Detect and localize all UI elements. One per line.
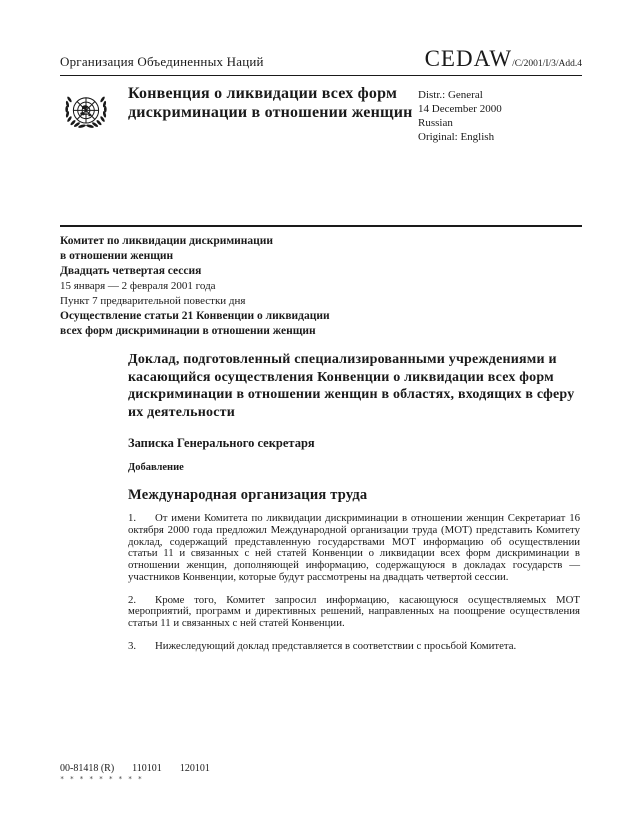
agenda-item: Пункт 7 предварительной повестки дня xyxy=(60,295,246,307)
un-emblem-icon xyxy=(60,125,112,142)
paragraph-1-number: 1. xyxy=(128,512,137,524)
paragraph-3-text: Нижеследующий доклад представляется в соответствии с просьбой Комитета. xyxy=(155,639,517,652)
language-line: Russian xyxy=(418,117,453,129)
document-body xyxy=(128,351,580,653)
paragraph-2-number: 2. xyxy=(128,593,137,606)
paragraph-1-text: От имени Комитета по ликвидации дискриминации в отношении женщин Секретариат 16 октября 2000 года предложил Международной организации труда (МОТ) представить Комитету доклад, содержащий представленную государствами МОТ информацию об осуществлении статьи 11 и связанных с ней статей Конвенции о ликвидации всех форм дискриминации в отношении женщин, дополняющей информацию, содержащуюся в докладах государств — участников Конвенции, которые будут рассмотрены на двадцать четвертой сессии. xyxy=(128,512,580,583)
committee-name-line2: в отношении женщин xyxy=(60,250,174,262)
footer-code-2: 120101 xyxy=(179,763,210,774)
paragraph-2 xyxy=(128,595,580,630)
header-divider xyxy=(60,75,582,76)
document-symbol xyxy=(425,46,582,72)
masthead xyxy=(60,84,582,225)
session-block xyxy=(60,234,582,339)
paragraph-3-number: 3. xyxy=(128,639,137,652)
ilo-section-heading: Международная организация труда xyxy=(128,487,368,503)
footer-code-1: 110101 xyxy=(132,763,162,774)
barcode-marks: ********* xyxy=(60,775,148,783)
agenda-title-line2: всех форм дискриминации в отношении женщин xyxy=(60,325,316,337)
paragraph-2-text: Кроме того, Комитет запросил информацию, касающуюся осуществляемых МОТ мероприятий, программ и директивных решений, направленных на поощрение осуществления статьи 11 и связанных с ней статей Конвенции. xyxy=(128,593,580,630)
section-divider xyxy=(60,225,582,227)
distribution-block xyxy=(418,84,502,225)
agenda-title-line1: Осуществление статьи 21 Конвенции о ликвидации xyxy=(60,310,330,322)
date-line: 14 December 2000 xyxy=(418,103,502,115)
paragraph-3 xyxy=(128,641,580,653)
job-number: 00-81418 (R) xyxy=(60,763,115,774)
document-footer xyxy=(60,763,210,783)
org-name: Организация Объединенных Наций xyxy=(60,54,264,69)
footer-codes xyxy=(60,763,210,774)
paragraph-1 xyxy=(128,513,580,584)
session-dates: 15 января — 2 февраля 2001 года xyxy=(60,280,216,292)
emblem-column xyxy=(60,84,128,225)
session-title: Двадцать четвертая сессия xyxy=(60,265,202,277)
committee-name-line1: Комитет по ликвидации дискриминации xyxy=(60,235,274,247)
note-subtitle: Записка Генерального секретаря xyxy=(128,436,315,450)
document-header xyxy=(60,0,582,72)
document-symbol-main: CEDAW xyxy=(424,46,513,71)
document-symbol-suffix: /C/2001/I/3/Add.4 xyxy=(512,59,582,69)
addendum-label: Добавление xyxy=(128,462,184,473)
distr-line: Distr.: General xyxy=(418,89,483,101)
original-language-line: Original: English xyxy=(418,131,495,143)
convention-title: Конвенция о ликвидации всех форм дискриминации в отношении женщин xyxy=(128,85,413,121)
report-title: Доклад, подготовленный специализированными учреждениями и касающийся осуществления Конвенции о ликвидации всех форм дискриминации в отношении женщин в областях, входящих в сферу их деятельности xyxy=(128,352,575,420)
